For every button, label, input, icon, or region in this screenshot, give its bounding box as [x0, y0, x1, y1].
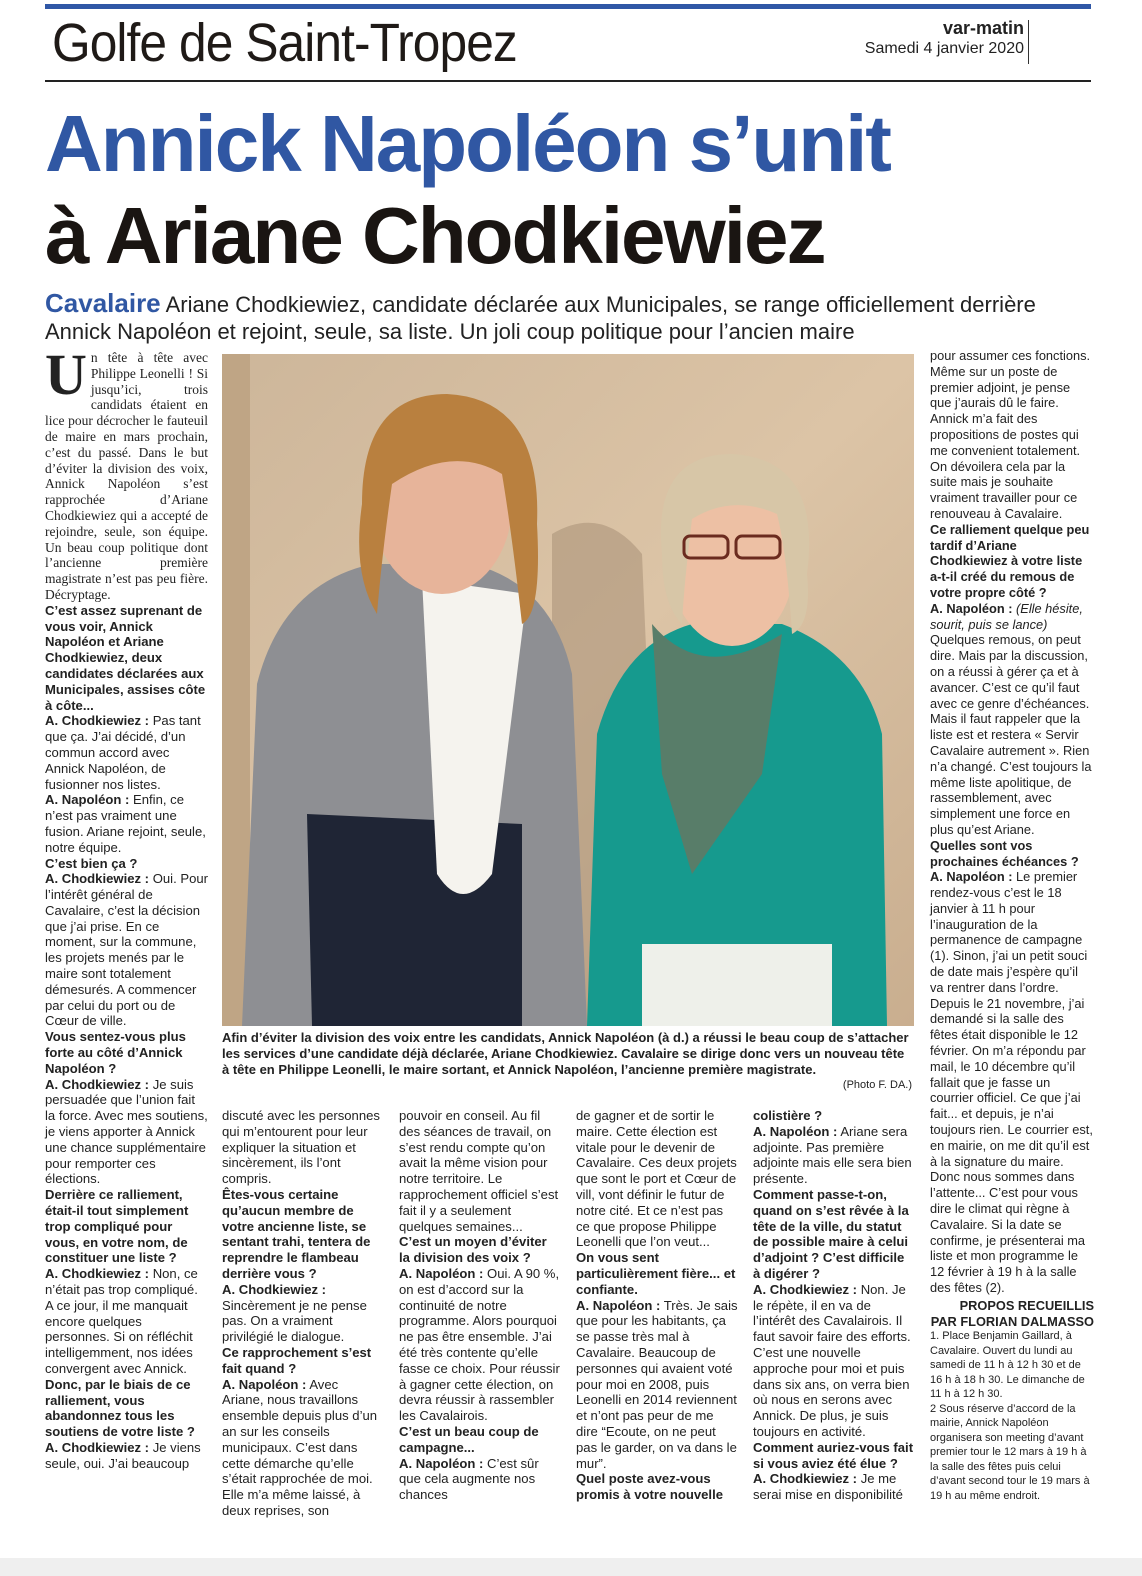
column-3: [399, 1108, 561, 1503]
standfirst: [45, 290, 1095, 345]
question: Ce rapprochement s’est fait quand ?: [222, 1344, 372, 1376]
speaker: A. Chodkiewiez :: [753, 1281, 858, 1297]
speaker: A. Napoléon :: [399, 1265, 484, 1281]
answer: Je me serai mise en disponibilité: [753, 1471, 903, 1503]
question: Comment auriez-vous fait si vous aviez été élue ?: [753, 1439, 914, 1471]
answer: de gagner et de sortir le maire. Cette élection est vitale pour le devenir de Cavalaire. Ces deux projets que sont le port et Cœur de vill, vont définir le futur de notre cité. Et ce n’est pas ce que propose Philippe Leonelli que l’on veut...: [576, 1108, 737, 1250]
headline-line-1: Annick Napoléon s’unit: [45, 99, 890, 188]
drop-cap: U: [45, 342, 87, 407]
intro-paragraph: [45, 342, 208, 603]
answer: Ariane sera adjointe. Pas première adjointe mais elle sera bien présente.: [753, 1123, 912, 1187]
header-rule: [45, 80, 1091, 82]
question: C’est un beau coup de campagne...: [399, 1423, 539, 1455]
issue-date: Samedi 4 janvier 2020: [864, 40, 1024, 57]
candidates-photo: [222, 354, 914, 1026]
question: Êtes-vous certaine qu’aucun membre de votre ancienne liste, se sentant trahi, tentera de reprendre le flambeau derrière vous ?: [222, 1186, 371, 1281]
answer: Je viens seule, oui. J’ai beaucoup: [45, 1439, 201, 1471]
newspaper-name: var-matin: [942, 18, 1024, 38]
stage-direction: (Elle hésite, sourit, puis se lance): [930, 600, 1083, 632]
question: C’est un moyen d’éviter la division des voix ?: [399, 1234, 547, 1266]
headline-line-2: à Ariane Chodkiewiez: [45, 191, 825, 280]
question: Ce ralliement quelque peu tardif d’Ariane Chodkiewiez à votre liste a-t-il créé du remous de votre propre côté ?: [930, 521, 1090, 600]
answer: Non. Je le répète, il en va de l’intérêt des Cavalairois. Il faut savoir faire des efforts. C’est une nouvelle approche pour moi et puis dans six ans, on verra bien où nous en serons avec Annick. De plus, je suis toujours en activité.: [753, 1281, 911, 1439]
answer: Avec Ariane, nous travaillons ensemble depuis plus d’un an sur les conseils municipaux. C’est dans cette démarche qu’elle s’était rapprochée de moi. Elle m’a même laissé, à deux reprises, son: [222, 1376, 378, 1518]
question: On vous sent particulièrement fière... et confiante.: [576, 1250, 736, 1297]
answer: Pas tant que ça. J’ai décidé, d’un commun accord avec Annick Napoléon, de fusionner nos listes.: [45, 713, 201, 792]
photo-caption: Afin d’éviter la division des voix entre les candidats, Annick Napoléon (à d.) a réussi le beau coup de s’attacher les services d’une candidate déjà déclarée, Ariane Chodkiewiez. Cavalaire se dirige donc vers un nouveau tête à tête en Philippe Leonelli, le maire sortant, et Annick Napoléon, l’ancienne première magistrate.: [222, 1030, 909, 1077]
answer: Le premier rendez-vous c’est le 18 janvier à 11 h pour l’inauguration de la permanence de campagne (1). Sinon, j’ai un petit souci de date mais j’espère qu’il va rentrer dans l’ordre. Depuis le 21 novembre, j’ai demandé si la salle des fêtes était disponible le 12 février. On m’a répondu par mail, le 10 décembre qu’il fallait que je fasse un courrier officiel. Ce que j’ai fait... et depuis, je n’ai toujours rien. Le courrier est, en mairie, on me dit qu’il est à la signature du maire. Donc nous sommes dans l’attente... C’est pour vous dire le climat qui règne à Cavalaire. Si la date se confirme, je présenterai ma liste et mon programme le 12 février à 19 h à la salle des fêtes (2).: [930, 869, 1093, 1296]
speaker: A. Napoléon :: [930, 869, 1013, 885]
column-1: [45, 342, 208, 1472]
answer: C’est sûr que cela augmente nos chances: [399, 1455, 539, 1503]
question: colistière ?: [753, 1108, 823, 1123]
speaker: A. Napoléon :: [222, 1376, 307, 1392]
question: Donc, par le biais de ce ralliement, vous abandonnez tous les soutiens de votre liste ?: [45, 1376, 195, 1440]
question: C’est bien ça ?: [45, 855, 138, 871]
answer: pouvoir en conseil. Au fil des séances de travail, on s’est rendu compte qu’on avait la même vision pour notre territoire. Le rapprochement officiel s’est fait il y a seulement quelques semaines...: [399, 1108, 559, 1234]
question: Quel poste avez-vous promis à votre nouvelle: [576, 1471, 723, 1503]
byline-line-2: PAR FLORIAN DALMASSO: [930, 1313, 1094, 1329]
answer: Enfin, ce n’est pas vraiment une fusion. Ariane rejoint, seule, notre équipe.: [45, 792, 206, 855]
answer: Je suis persuadée que l’union fait la force. Avec mes soutiens, je viens apporter à Annick une chance supplémentaire pour remporter ces élections.: [45, 1076, 208, 1187]
speaker: A. Napoléon :: [753, 1123, 838, 1139]
speaker: A. Napoléon :: [576, 1297, 661, 1313]
top-accent-bar: [45, 4, 1091, 9]
question: Comment passe-t-on, quand on s’est rêvée à la tête de la ville, du statut de possible maire à celui d’adjoint ? C’est difficile à digérer ?: [753, 1186, 909, 1281]
standfirst-text: Ariane Chodkiewiez, candidate déclarée aux Municipales, se range officiellement derrière Annick Napoléon et rejoint, seule, sa liste. Un joli coup politique pour l’ancien maire: [45, 292, 1036, 344]
standfirst-location: Cavalaire: [45, 288, 161, 318]
answer: discuté avec les personnes qui m’entourent pour leur expliquer la situation et sincèrement, ils l’ont compris.: [222, 1108, 380, 1187]
section-title: Golfe de Saint-Tropez: [52, 13, 517, 73]
answer: Non, ce n’était pas trop compliqué. A ce jour, il me manquait encore quelques personnes. Si on réfléchit intelligemment, nos idées convergent avec Annick.: [45, 1266, 198, 1376]
speaker: A. Napoléon :: [930, 600, 1013, 616]
speaker: A. Chodkiewiez :: [45, 1266, 150, 1282]
question: Derrière ce ralliement, était-il tout simplement trop compliqué pour vous, en votre nom, de constituer une liste ?: [45, 1187, 189, 1266]
column-2: [222, 1108, 382, 1519]
column-4: [576, 1108, 738, 1503]
answer: Quelques remous, on peut dire. Mais par la discussion, on a réussi à gérer ça et à avancer. C’est ce qu’il faut avec ce genre d’échéances. Mais il faut rappeler que la liste est et restera « Servir Cavalaire autrement ». Rien n’a changé. C’est toujours la même liste apolitique, de rassemblement, avec simplement une force en plus qu’est Ariane.: [930, 632, 1092, 837]
answer: Très. Je sais que pour les habitants, ça se passe très mal à Cavalaire. Beaucoup de personnes qui avaient voté pour moi en 2008, puis Leonelli en 2014 reviennent et n’ont pas peur de me dire “Ecoute, on ne peut pas le garder, on va dans le mur”.: [576, 1297, 738, 1471]
header-divider: [1028, 20, 1029, 64]
answer: Oui. Pour l’intérêt général de Cavalaire, c’est la décision que j’ai prise. En ce moment, sur la commune, les projets menés par le maire sont totalement démesurés. A commencer par celui du port ou de Cœur de ville.: [45, 871, 208, 1029]
speaker: A. Chodkiewiez :: [753, 1471, 858, 1487]
bottom-margin: [0, 1558, 1142, 1576]
photo-illustration: [222, 354, 914, 1026]
answer: pour assumer ces fonctions. Même sur un poste de premier adjoint, je pense que j’aurais dû le faire. Annick m’a fait des propositions de postes qui me convenient totalement. On dévoilera cela par la suite mais je souhaite vraiment travailler pour ce renouveau à Cavalaire.: [930, 348, 1091, 521]
intro-text: n tête à tête avec Philippe Leonelli ! Si jusqu’ici, trois candidats étaient en lice pour décrocher le fauteuil de maire en mars prochain, c’est du passé. Dans le but d’éviter la division des voix, Annick Napoléon s’est rapprochée d’Ariane Chodkiewiez qui a accepté de rejoindre, seule, son équipe. Un beau coup politique dont l’ancienne première magistrate n’est pas peu fière. Décryptage.: [45, 350, 208, 602]
question: Vous sentez-vous plus forte au côté d’Annick Napoléon ?: [45, 1029, 186, 1076]
speaker: A. Chodkiewiez :: [222, 1281, 327, 1297]
footnote-1: 1. Place Benjamin Gaillard, à Cavalaire. Ouvert du lundi au samedi de 11 h à 12 h 30 et de 16 h à 18 h 30. Le dimanche de 11 h à 12 h 30.: [930, 1330, 1085, 1401]
speaker: A. Chodkiewiez :: [45, 1439, 150, 1455]
speaker: A. Napoléon :: [399, 1455, 484, 1471]
speaker: A. Chodkiewiez :: [45, 1076, 150, 1092]
speaker: A. Chodkiewiez :: [45, 871, 150, 887]
question: C’est assez suprenant de vous voir, Annick Napoléon et Ariane Chodkiewiez, deux candidates déclarées aux Municipales, assises côte à côte...: [45, 602, 206, 713]
byline-line-1: PROPOS RECUEILLIS: [959, 1297, 1094, 1313]
photo-credit: (Photo F. DA.): [842, 1079, 912, 1091]
speaker: A. Napoléon :: [45, 792, 130, 808]
column-6: [930, 348, 1094, 1503]
speaker: A. Chodkiewiez :: [45, 713, 150, 729]
question: Quelles sont vos prochaines échéances ?: [930, 837, 1079, 869]
answer: Sincèrement je ne pense pas. On a vraiment privilégié le dialogue.: [222, 1297, 367, 1345]
column-5: [753, 1108, 915, 1503]
footnote-2: 2 Sous réserve d’accord de la mairie, Annick Napoléon organisera son meeting d’avant premier tour le 12 mars à 19 h à la salle des fêtes puis celui d’avant second tour le 19 mars à 19 h au même endroit.: [930, 1402, 1090, 1502]
answer: Oui. A 90 %, on est d’accord sur la continuité de notre programme. Alors pourquoi ne pas être ensemble. J’ai été très contente qu’elle fasse ce choix. Pour réussir à gagner cette élection, on devra réussir à rassembler les Cavalairois.: [399, 1265, 560, 1424]
